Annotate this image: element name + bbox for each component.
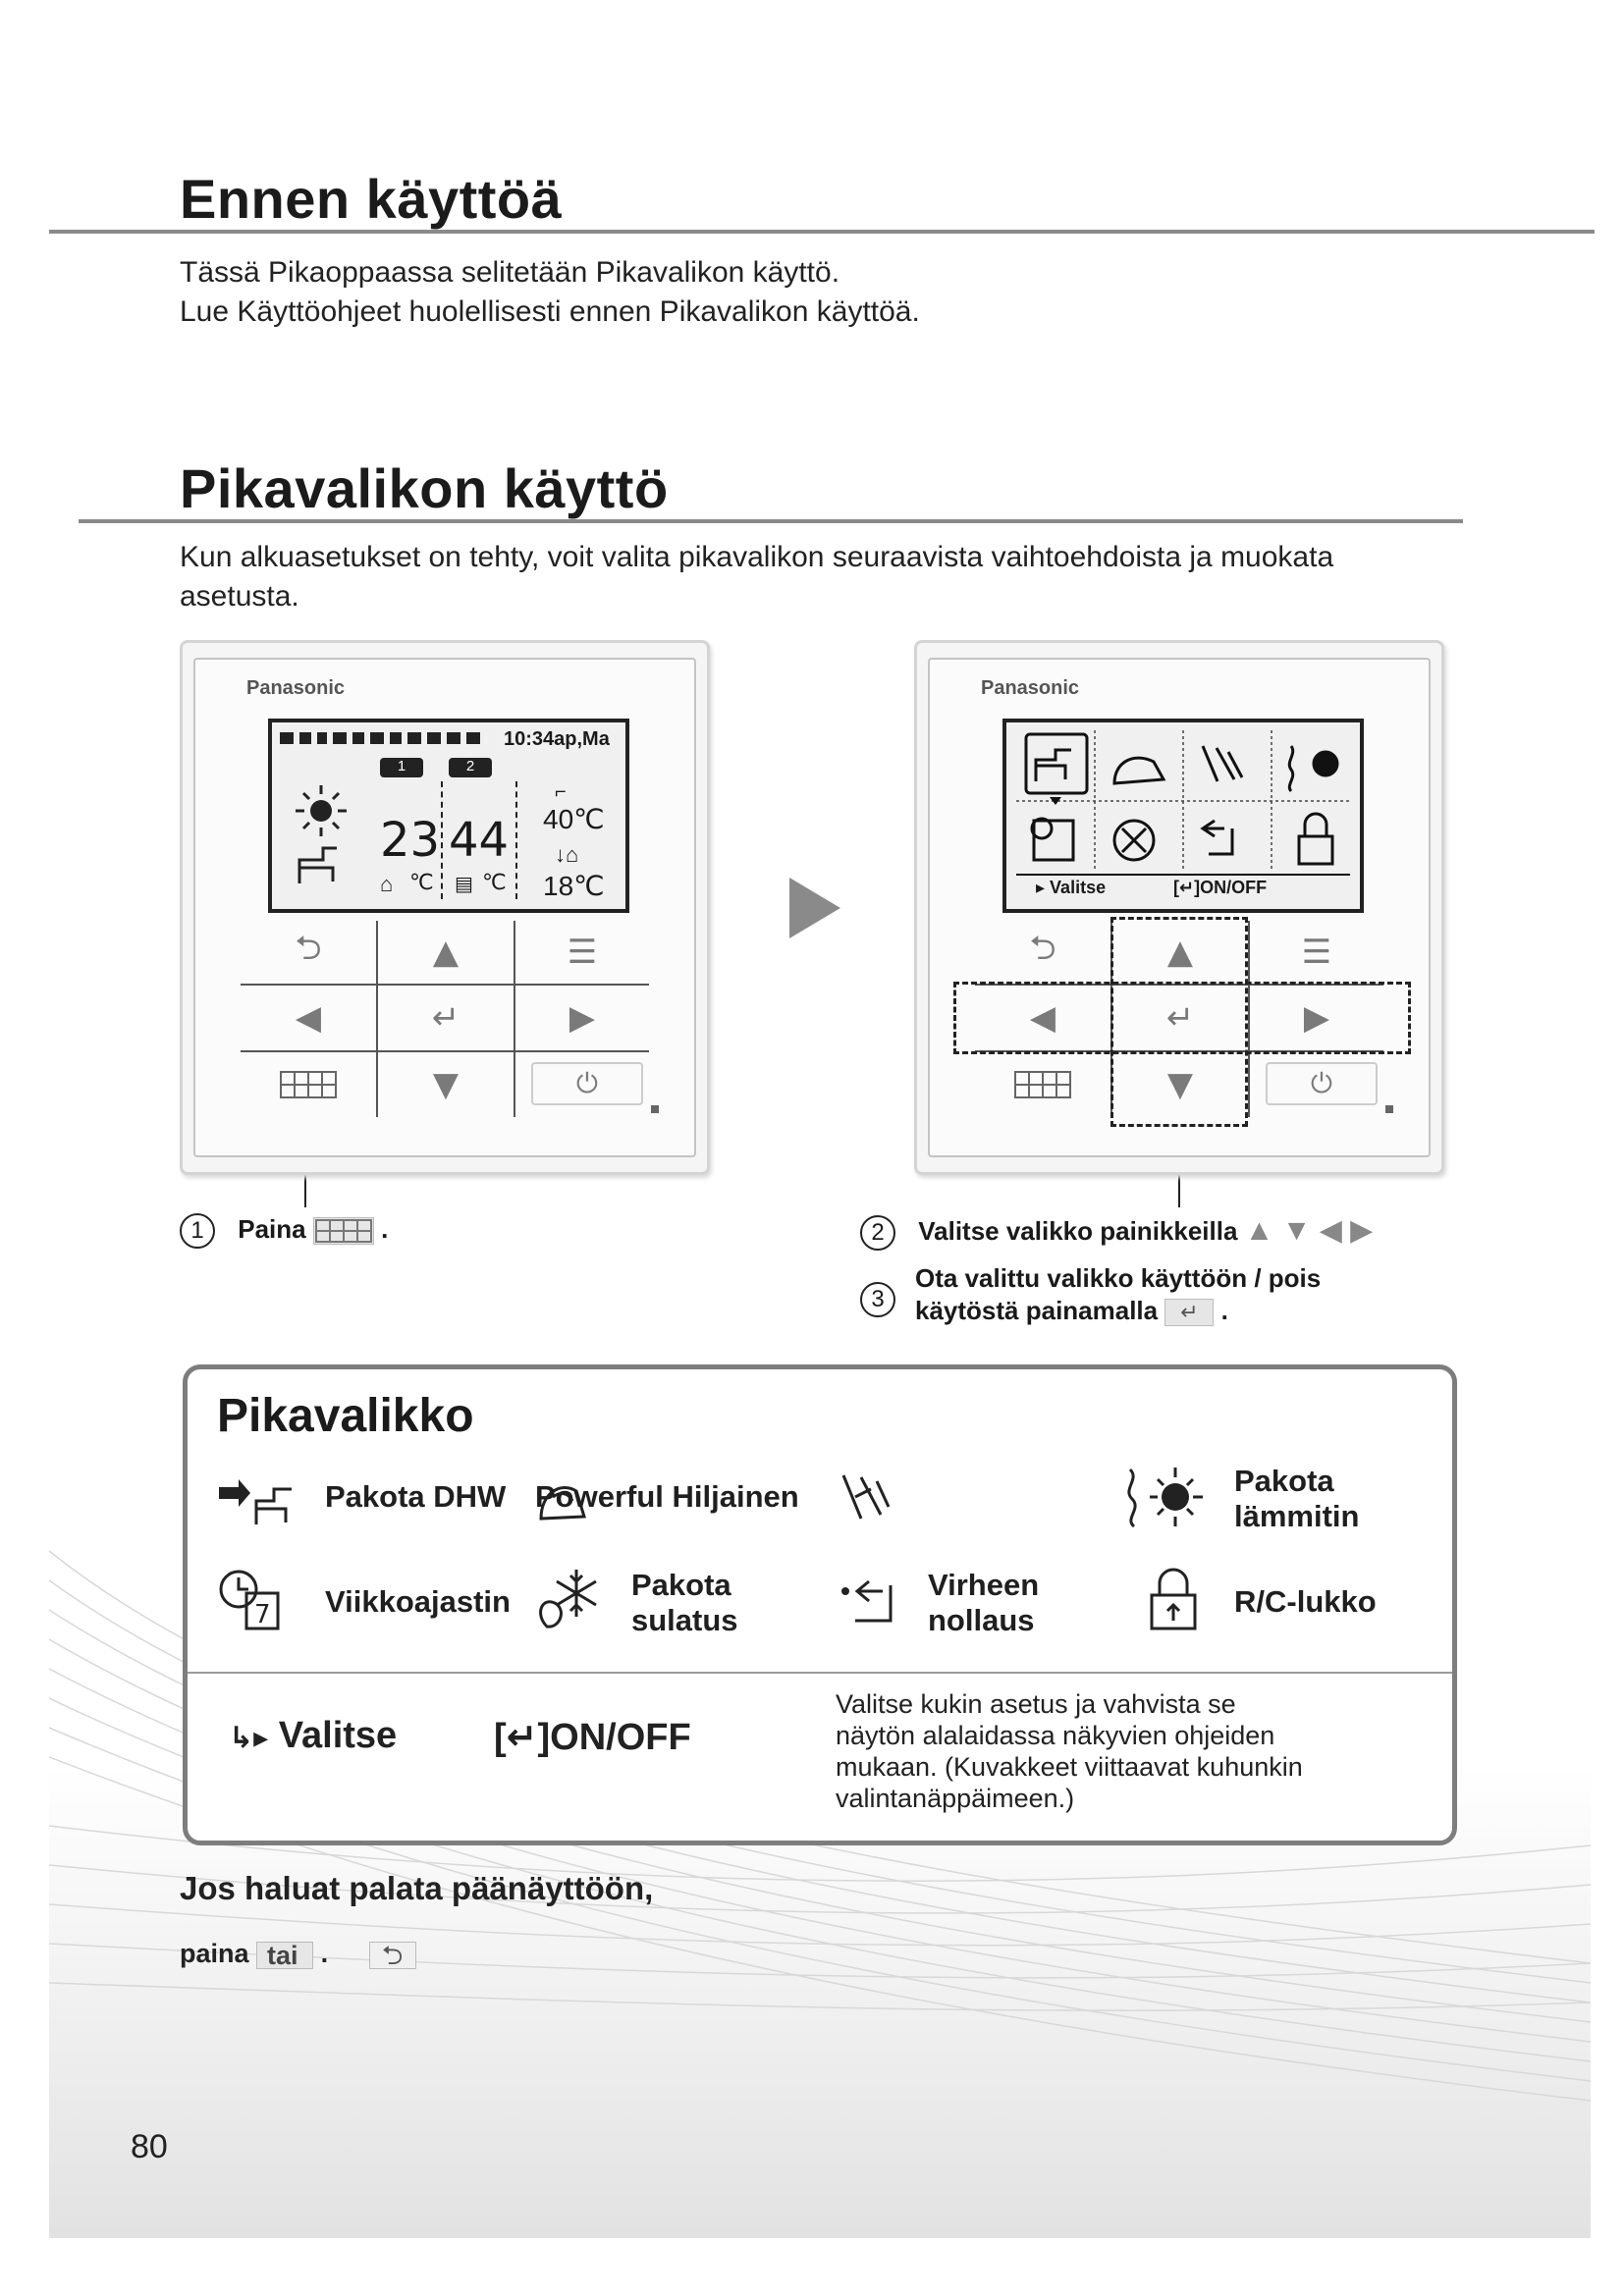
item-force-heater-label bbox=[1234, 1464, 1359, 1534]
lock-icon bbox=[1146, 1566, 1201, 1632]
zone-divider bbox=[441, 781, 445, 899]
power-icon: ⏻ bbox=[1310, 1067, 1333, 1099]
enter-icon: ↵ bbox=[1165, 998, 1195, 1038]
down-button[interactable] bbox=[378, 1052, 514, 1117]
legend-onoff: [↵]ON/OFF bbox=[494, 1717, 691, 1758]
screen-footer-select-text: Valitse bbox=[1050, 878, 1107, 897]
item-error-reset-line2: nollaus bbox=[928, 1603, 1035, 1637]
step-3 bbox=[860, 1262, 1321, 1327]
step-3-line2: käytöstä painamalla bbox=[915, 1296, 1159, 1325]
item-rc-lock-label: R/C-lukko bbox=[1234, 1584, 1377, 1619]
step-1-number: 1 bbox=[180, 1213, 215, 1249]
intro-line: Lue Käyttöohjeet huolellisesti ennen Pikavalikon käyttöä. bbox=[180, 295, 920, 328]
back-key-icon: ⮌ bbox=[369, 1942, 416, 1969]
menu-button[interactable] bbox=[515, 921, 649, 984]
remote-controller-home bbox=[180, 640, 710, 1175]
menu-button[interactable] bbox=[1250, 921, 1383, 984]
status-led bbox=[651, 1105, 659, 1113]
power-icon: ⏻ bbox=[575, 1067, 599, 1099]
description-line: näytön alalaidassa näkyvien ohjeiden bbox=[836, 1721, 1275, 1750]
step-3-line1: Ota valittu valikko käyttöön / pois bbox=[915, 1263, 1322, 1293]
section-title-before-use: Ennen käyttöä bbox=[180, 168, 563, 230]
item-powerful-quiet-label: Powerful Hiljainen bbox=[535, 1479, 799, 1514]
return-paina: paina bbox=[180, 1939, 249, 1968]
lcd-home-screen bbox=[268, 719, 629, 913]
item-error-reset-label bbox=[928, 1568, 1039, 1638]
enter-key-icon: ↵ bbox=[1164, 1299, 1214, 1326]
return-instruction bbox=[180, 1939, 416, 1969]
up-arrow-icon: ▲ bbox=[1166, 933, 1194, 972]
quick-menu-button[interactable] bbox=[241, 1052, 376, 1117]
return-tai: tai bbox=[267, 1940, 298, 1970]
step-3-number: 3 bbox=[860, 1282, 895, 1317]
status-led bbox=[1385, 1105, 1393, 1113]
zone2-badge: 2 bbox=[449, 758, 492, 777]
brand-logo: Panasonic bbox=[246, 677, 346, 699]
step-3-suffix: . bbox=[1220, 1296, 1228, 1325]
quick-menu-grid-icon bbox=[1013, 1070, 1072, 1099]
left-arrow-icon: ◀ bbox=[295, 998, 322, 1038]
description-line: mukaan. (Kuvakkeet viittaavat kuhunkin bbox=[836, 1752, 1303, 1782]
intro-line: asetusta. bbox=[180, 580, 299, 613]
return-dot: . bbox=[320, 1939, 329, 1968]
item-force-heater-line1: Pakota bbox=[1234, 1464, 1334, 1498]
status-icons-row bbox=[278, 728, 494, 750]
step-1-suffix: . bbox=[381, 1214, 389, 1244]
power-button[interactable] bbox=[1266, 1062, 1378, 1105]
quick-menu-panel bbox=[183, 1364, 1457, 1845]
quick-menu-grid-icon bbox=[279, 1070, 338, 1099]
sun-icon bbox=[292, 781, 351, 840]
left-arrow-icon: ◀ bbox=[1029, 998, 1056, 1038]
section2-text bbox=[180, 538, 1456, 616]
arrow-keys-icons: ▲ ▼ ◀ ▶ bbox=[1244, 1214, 1374, 1247]
right-button[interactable] bbox=[515, 986, 649, 1050]
item-force-heater-line2: lämmitin bbox=[1234, 1499, 1360, 1533]
select-arrow-icon: ↳▸ bbox=[229, 1722, 269, 1754]
step-2 bbox=[860, 1213, 1373, 1251]
up-arrow-icon: ▲ bbox=[432, 933, 460, 972]
tank-small-icon: ▤ bbox=[455, 874, 473, 895]
error-reset-icon bbox=[838, 1572, 906, 1630]
up-button[interactable] bbox=[378, 921, 514, 984]
power-button[interactable] bbox=[531, 1062, 643, 1105]
section1-text bbox=[180, 253, 920, 332]
menu-separator bbox=[188, 1672, 1452, 1674]
force-defrost-icon bbox=[531, 1562, 606, 1636]
lcd-quick-menu-screen bbox=[1002, 719, 1364, 913]
quiet-icon bbox=[836, 1468, 894, 1526]
zone1-unit: ℃ bbox=[409, 870, 434, 894]
right-arrow-icon: ▶ bbox=[1303, 998, 1330, 1038]
highlight-horizontal-keys bbox=[953, 982, 1411, 1054]
step-1-text: Paina bbox=[238, 1214, 306, 1244]
force-dhw-icon bbox=[217, 1468, 296, 1526]
zone-divider bbox=[515, 781, 519, 899]
intro-line: Tässä Pikaoppaassa selitetään Pikavalikon käyttö. bbox=[180, 256, 840, 289]
item-force-defrost-line1: Pakota bbox=[631, 1568, 731, 1602]
down-arrow-icon: ▼ bbox=[432, 1065, 460, 1104]
tap-icon bbox=[294, 838, 343, 887]
item-weekly-timer-label: Viikkoajastin bbox=[325, 1584, 511, 1619]
item-force-dhw-label: Pakota DHW bbox=[325, 1479, 507, 1514]
back-icon: ⮌ bbox=[1029, 928, 1056, 968]
right-arrow-icon: ▶ bbox=[568, 998, 596, 1038]
intro-line: Kun alkuasetukset on tehty, voit valita pikavalikon seuraavista vaihtoehdoista ja muokata bbox=[180, 541, 1334, 573]
step-1 bbox=[180, 1213, 388, 1249]
zone2-temperature: 44 bbox=[449, 813, 510, 868]
quick-menu-key-icon bbox=[313, 1217, 374, 1245]
left-button[interactable] bbox=[241, 986, 376, 1050]
screen-footer-select: ▸ Valitse bbox=[1036, 878, 1107, 897]
quick-menu-description bbox=[836, 1688, 1385, 1814]
legend-select bbox=[229, 1715, 397, 1757]
quick-menu-key-icon bbox=[256, 1942, 313, 1969]
house-icon: ⌂ bbox=[380, 872, 394, 896]
enter-icon: ↵ bbox=[431, 998, 460, 1038]
page-number: 80 bbox=[131, 2128, 168, 2165]
step-2-number: 2 bbox=[860, 1215, 895, 1251]
down-arrow-icon: ▼ bbox=[1166, 1065, 1194, 1104]
remote-controller-quick-menu bbox=[914, 640, 1444, 1175]
zone1-temperature: 23 bbox=[380, 813, 441, 868]
quick-menu-button[interactable] bbox=[975, 1052, 1110, 1117]
screen-footer-onoff: [↵]ON/OFF bbox=[1173, 878, 1268, 897]
item-force-defrost-line2: sulatus bbox=[631, 1603, 738, 1637]
menu-list-icon: ☰ bbox=[1301, 933, 1332, 972]
next-arrow-icon bbox=[785, 874, 844, 942]
back-button[interactable] bbox=[975, 921, 1110, 984]
outdoor-icon: ↓⌂ bbox=[555, 842, 579, 867]
description-line: Valitse kukin asetus ja vahvista se bbox=[836, 1689, 1236, 1719]
back-button[interactable] bbox=[241, 921, 376, 984]
section-title-quick-menu-use: Pikavalikon käyttö bbox=[180, 457, 669, 519]
weekly-timer-icon bbox=[217, 1566, 286, 1634]
item-error-reset-line1: Virheen bbox=[928, 1568, 1040, 1602]
menu-list-icon: ☰ bbox=[567, 933, 598, 972]
back-icon: ⮌ bbox=[295, 928, 322, 968]
enter-button[interactable] bbox=[378, 986, 514, 1050]
title-rule bbox=[79, 519, 1463, 523]
zone1-badge: 1 bbox=[380, 758, 423, 777]
title-rule bbox=[49, 230, 1595, 234]
tank-temperature: 40℃ bbox=[543, 804, 605, 834]
description-line: valintanäppäimeen.) bbox=[836, 1784, 1075, 1813]
zone2-unit: ℃ bbox=[482, 870, 507, 894]
step-2-text: Valitse valikko painikkeilla bbox=[918, 1216, 1238, 1246]
brand-logo: Panasonic bbox=[981, 677, 1080, 699]
quick-menu-title: Pikavalikko bbox=[217, 1390, 474, 1442]
svg-text:7: 7 bbox=[254, 1600, 271, 1629]
return-title: Jos haluat palata päänäyttöön, bbox=[180, 1870, 654, 1906]
clock-display: 10:34ap,Ma bbox=[504, 728, 610, 750]
tank-tap-icon: ⌐ bbox=[555, 781, 567, 803]
item-force-defrost-label bbox=[631, 1568, 738, 1638]
legend-select-text: Valitse bbox=[278, 1715, 398, 1756]
force-heater-icon bbox=[1120, 1464, 1205, 1528]
outdoor-temperature: 18℃ bbox=[543, 871, 605, 901]
